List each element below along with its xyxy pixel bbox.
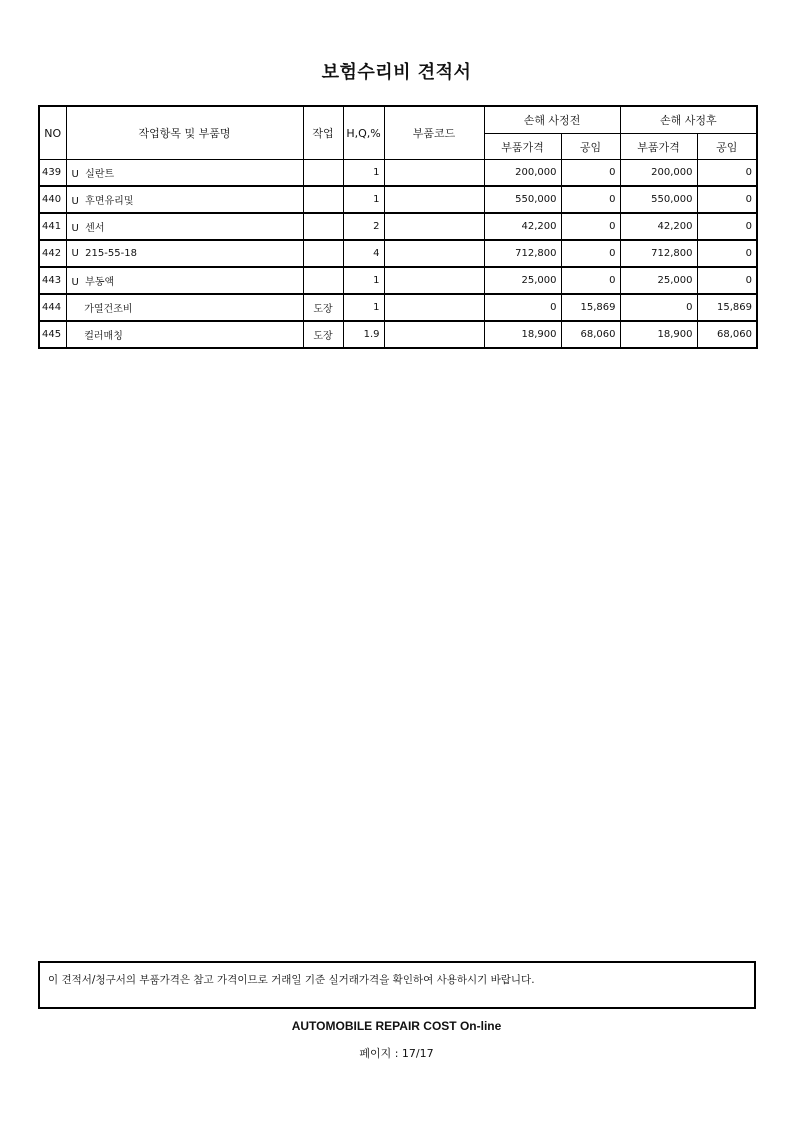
cell-before-part: 550,000: [484, 186, 561, 213]
cell-before-labor: 68,060: [561, 321, 620, 348]
header-after-labor: 공임: [697, 134, 757, 160]
header-no: NO: [39, 106, 66, 160]
cell-work: [303, 267, 343, 294]
cell-before-labor: 0: [561, 240, 620, 267]
cell-code: [384, 294, 484, 321]
cell-work: [303, 213, 343, 240]
table-row: [39, 160, 757, 187]
cell-hq: 1: [343, 267, 384, 294]
table-row: [39, 240, 757, 267]
cell-work: [303, 160, 343, 187]
cell-after-labor: 0: [697, 186, 757, 213]
notice-text: 이 견적서/청구서의 부품가격은 참고 가격이므로 거래일 기준 실거래가격을 확인하여 사용하시기 바랍니다.: [48, 974, 535, 986]
cell-before-part: 18,900: [484, 321, 561, 348]
header-before: 손해 사정전: [484, 106, 620, 134]
header-after-part-price: 부품가격: [620, 134, 697, 160]
cell-code: [384, 186, 484, 213]
cell-after-part: 25,000: [620, 267, 697, 294]
cell-after-part: 550,000: [620, 186, 697, 213]
cell-hq: 1: [343, 160, 384, 187]
header-before-labor: 공임: [561, 134, 620, 160]
cell-after-part: 18,900: [620, 321, 697, 348]
cell-after-labor: 0: [697, 160, 757, 187]
page-number: 페이지 : 17/17: [359, 1047, 434, 1060]
cell-no: 444: [39, 294, 66, 321]
cell-item: U 후면유리및: [66, 186, 303, 213]
cell-hq: 4: [343, 240, 384, 267]
cell-hq: 2: [343, 213, 384, 240]
cell-after-labor: 0: [697, 240, 757, 267]
cell-before-part: 200,000: [484, 160, 561, 187]
cell-before-labor: 0: [561, 186, 620, 213]
cell-after-part: 0: [620, 294, 697, 321]
cell-before-part: 712,800: [484, 240, 561, 267]
notice-box: [38, 961, 756, 1009]
cell-code: [384, 213, 484, 240]
cell-before-part: 0: [484, 294, 561, 321]
header-code: 부품코드: [384, 106, 484, 160]
cell-work: [303, 240, 343, 267]
cell-item: U 부동액: [66, 267, 303, 294]
cell-no: 439: [39, 160, 66, 187]
cell-work: [303, 186, 343, 213]
cell-item: 컬러매칭: [66, 321, 303, 348]
cell-code: [384, 267, 484, 294]
cell-no: 440: [39, 186, 66, 213]
table-row: [39, 213, 757, 240]
cell-before-part: 42,200: [484, 213, 561, 240]
header-work: 작업: [303, 106, 343, 160]
footer-brand: AUTOMOBILE REPAIR COST On-line: [291, 1019, 502, 1033]
cell-after-part: 42,200: [620, 213, 697, 240]
cell-hq: 1: [343, 294, 384, 321]
cell-after-labor: 0: [697, 213, 757, 240]
header-hq: H,Q,%: [343, 106, 384, 160]
cell-item: U 실란트: [66, 160, 303, 187]
cell-before-labor: 0: [561, 213, 620, 240]
cell-code: [384, 160, 484, 187]
header-after: 손해 사정후: [620, 106, 757, 134]
cell-no: 442: [39, 240, 66, 267]
document-title: 보험수리비 견적서: [321, 62, 472, 83]
cell-before-part: 25,000: [484, 267, 561, 294]
cell-no: 443: [39, 267, 66, 294]
estimate-table: [38, 105, 758, 349]
cell-work: 도장: [303, 321, 343, 348]
header-item: 작업항목 및 부품명: [66, 106, 303, 160]
cell-no: 441: [39, 213, 66, 240]
cell-code: [384, 240, 484, 267]
cell-before-labor: 15,869: [561, 294, 620, 321]
cell-no: 445: [39, 321, 66, 348]
cell-hq: 1: [343, 186, 384, 213]
cell-item: 가열건조비: [66, 294, 303, 321]
table-row: [39, 186, 757, 213]
cell-item: U 센서: [66, 213, 303, 240]
header-before-part-price: 부품가격: [484, 134, 561, 160]
cell-code: [384, 321, 484, 348]
cell-after-labor: 15,869: [697, 294, 757, 321]
table-row: [39, 267, 757, 294]
cell-after-part: 200,000: [620, 160, 697, 187]
cell-hq: 1.9: [343, 321, 384, 348]
cell-work: 도장: [303, 294, 343, 321]
cell-after-labor: 0: [697, 267, 757, 294]
table-row: [39, 321, 757, 348]
cell-before-labor: 0: [561, 160, 620, 187]
cell-before-labor: 0: [561, 267, 620, 294]
cell-after-labor: 68,060: [697, 321, 757, 348]
cell-after-part: 712,800: [620, 240, 697, 267]
table-row: [39, 294, 757, 321]
cell-item: U 215-55-18: [66, 240, 303, 267]
